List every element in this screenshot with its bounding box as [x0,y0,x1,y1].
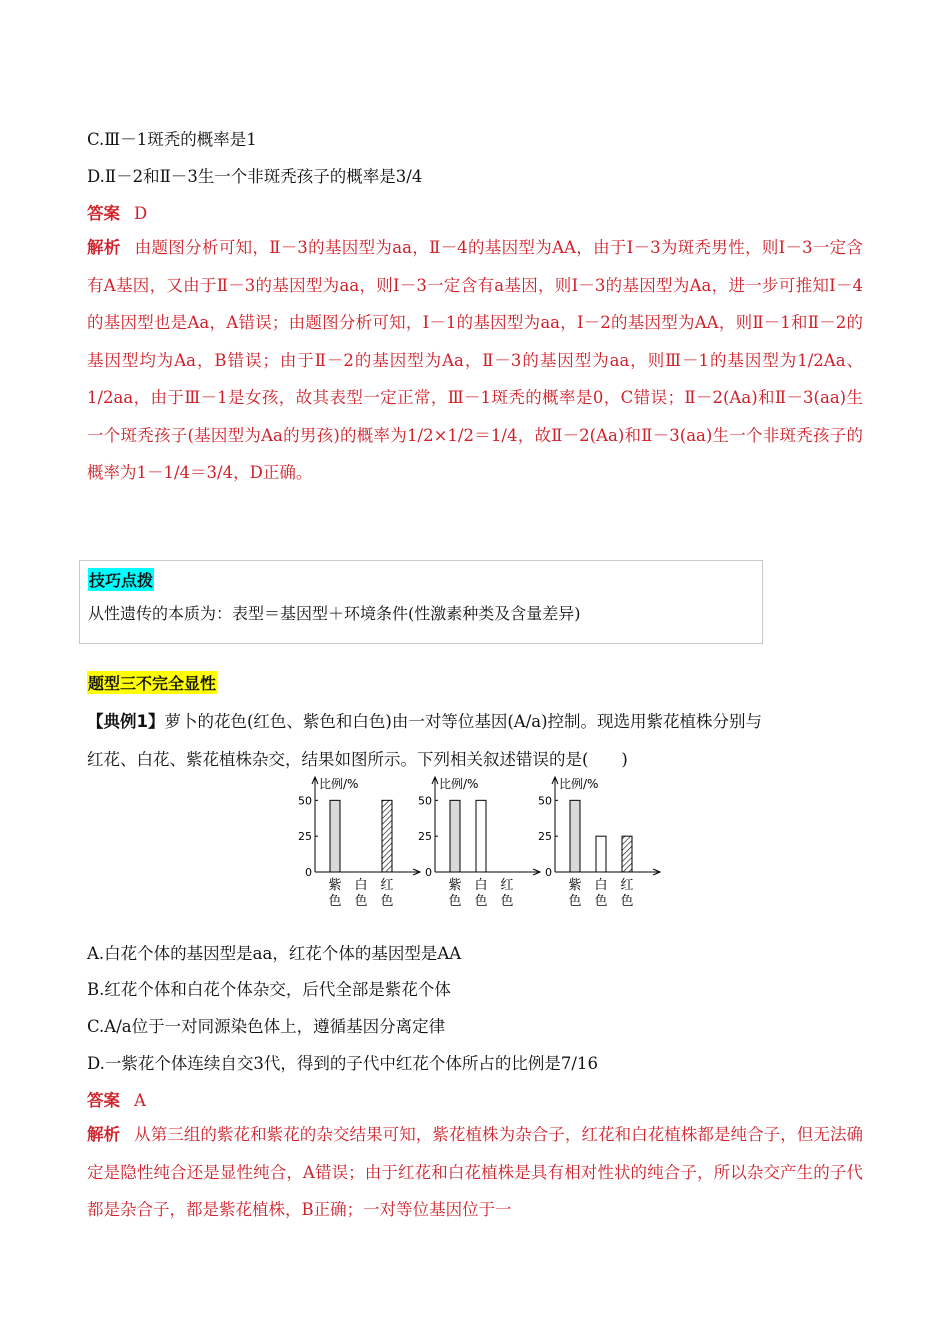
y-tick-label: 0 [545,866,552,879]
x-tick-label: 色 [328,894,342,909]
y-tick-label: 25 [418,830,432,844]
analysis-1-text: 由题图分析可知，Ⅱ－3的基因型为aa，Ⅱ－4的基因型为AA，由于Ⅰ－3为斑秃男性，则Ⅰ－3一定含有A基因，又由于Ⅱ－3的基因型为aa，则Ⅰ－3一定含有a基因，则Ⅰ－3的基因型为Aa，进一步可推知Ⅰ－4的基因型也是Aa，A错误；由题图分析可知，Ⅰ－1的基因型为aa，Ⅰ－2的基因型为AA，则Ⅱ－1和Ⅱ－2的基因型均为Aa，B错误；由于Ⅱ－2的基因型为Aa，Ⅱ－3的基因型为aa，则Ⅲ－1的基因型为1/2Aa、1/2aa，由于Ⅲ－1是女孩，故其表型一定正常，Ⅲ－1斑秃的概率是0，C错误；Ⅱ－2(Aa)和Ⅱ－3(aa)生一个斑秃孩子(基因型为Aa的男孩)的概率为1/2×1/2＝1/4，故Ⅱ－2(Aa)和Ⅱ－3(aa)生一个非斑秃孩子的概率为1－1/4＝3/4，D正确。 [87,238,863,482]
x-tick-label: 紫 [328,878,342,893]
analysis-2-label: 解析 [87,1125,121,1144]
example-line-1-text: 萝卜的花色(红色、紫色和白色)由一对等位基因(A/a)控制。现选用紫花植株分别与 [164,712,763,731]
x-tick-label: 紫 [448,878,462,893]
x-tick-label: 红 [620,878,634,893]
x-tick-label: 色 [354,894,368,909]
option-a: A.白花个体的基因型是aa，红花个体的基因型是AA [87,944,462,963]
y-tick-label: 25 [298,830,312,844]
bar [382,800,392,872]
x-tick-label: 色 [380,894,394,909]
bar [570,800,580,872]
bar [622,836,632,872]
y-axis-label: 比例/% [319,777,359,791]
answer-2-label: 答案 [87,1091,120,1110]
y-axis-label: 比例/% [439,777,479,791]
bar [330,800,340,872]
x-tick-label: 红 [500,878,514,893]
section-title: 题型三不完全显性 [87,671,217,694]
example-tag: 【典例1】 [87,712,165,731]
analysis-2-text: 从第三组的紫花和紫花的杂交结果可知，紫花植株为杂合子，红花和白花植株都是纯合子，但无法确定是隐性纯合还是显性纯合，A错误；由于红花和白花植株是具有相对性状的纯合子，所以杂交产生的子代都是杂合子，都是紫花植株，B正确；一对等位基因位于一 [87,1125,864,1219]
analysis-2 [87,1116,863,1229]
x-tick-label: 色 [448,894,462,909]
y-axis-label: 比例/% [559,777,599,791]
answer-2 [87,1087,146,1111]
example-line-1 [87,708,762,732]
analysis-1 [87,229,863,492]
x-tick-label: 色 [474,894,488,909]
analysis-1-label: 解析 [87,238,121,257]
option-b: B.红花个体和白花个体杂交，后代全部是紫花个体 [87,980,451,999]
bar-chart-figure [285,774,685,914]
answer-1 [87,200,147,224]
tip-box [79,560,763,644]
answer-1-value: D [134,204,148,223]
answer-2-value: A [134,1091,146,1110]
y-tick-label: 50 [298,794,312,808]
x-tick-label: 色 [568,894,582,909]
bar [596,836,606,872]
x-tick-label: 色 [594,894,608,909]
tip-text: 从性遗传的本质为：表型＝基因型＋环境条件(性激素种类及含量差异) [88,604,581,623]
option-d-prev: D.Ⅱ－2和Ⅱ－3生一个非斑秃孩子的概率是3/4 [87,167,423,186]
x-tick-label: 紫 [568,878,582,893]
option-c: C.A/a位于一对同源染色体上，遵循基因分离定律 [87,1017,446,1036]
x-tick-label: 色 [620,894,634,909]
option-d: D.一紫花个体连续自交3代，得到的子代中红花个体所占的比例是7/16 [87,1054,598,1073]
x-tick-label: 白 [354,878,368,893]
tip-title: 技巧点拨 [88,568,154,591]
x-tick-label: 白 [474,878,488,893]
option-c-prev: C.Ⅲ－1斑秃的概率是1 [87,130,257,149]
y-tick-label: 0 [305,866,312,879]
x-tick-label: 红 [380,878,394,893]
y-tick-label: 50 [418,794,432,808]
example-line-2: 红花、白花、紫花植株杂交，结果如图所示。下列相关叙述错误的是( ) [87,750,628,769]
x-tick-label: 白 [594,878,608,893]
bar [450,800,460,872]
y-tick-label: 25 [538,830,552,844]
y-tick-label: 50 [538,794,552,808]
y-tick-label: 0 [425,866,432,879]
answer-1-label: 答案 [87,204,120,223]
bar [476,800,486,872]
x-tick-label: 色 [500,894,514,909]
